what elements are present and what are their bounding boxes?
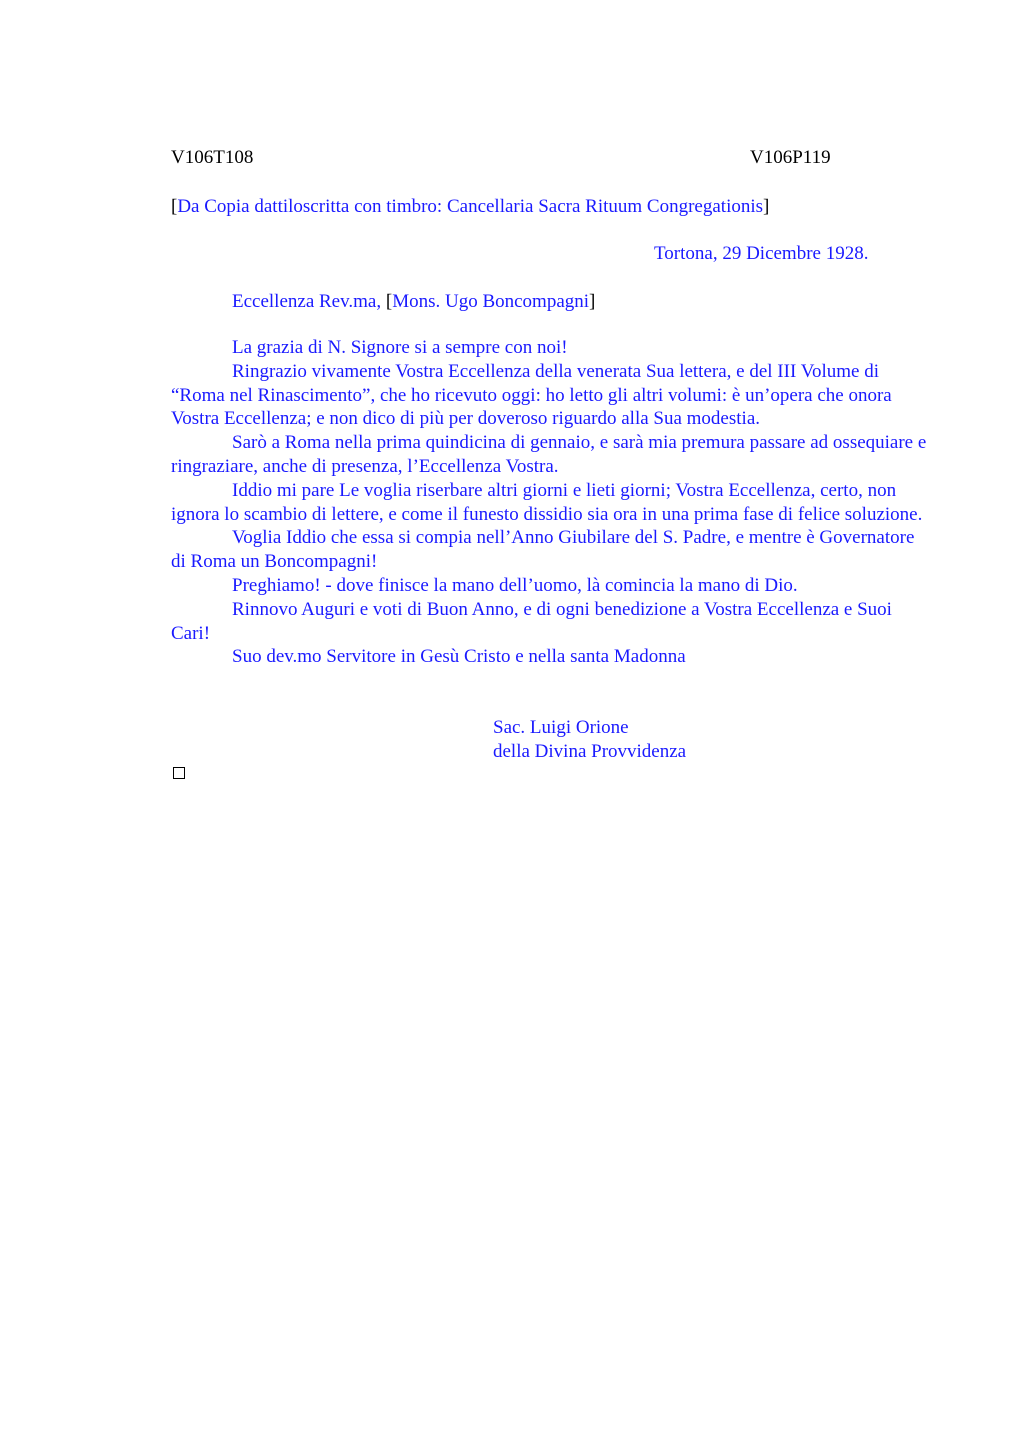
salutation-recipient: Mons. Ugo Boncompagni <box>392 291 590 312</box>
document-code-left: V106T108 <box>171 147 254 168</box>
letter-paragraph: Rinnovo Auguri e voti di Buon Anno, e di ogni benedizione a Vostra Eccellenza e Suoi Cari! <box>171 598 892 644</box>
letter-paragraph: Sarò a Roma nella prima quindicina di gennaio, e sarà mia premura passare ad ossequiare e ringraziare, anche di presenza, l’Eccellenza Vostra. <box>171 432 927 477</box>
source-note-close-bracket: ] <box>763 196 770 217</box>
end-of-document-box-icon <box>173 767 185 779</box>
salutation-open-bracket: [ <box>385 291 393 312</box>
source-note-open-bracket: [ <box>171 196 178 217</box>
salutation-close-bracket: ] <box>589 291 596 312</box>
document-code-right: V106P119 <box>750 147 831 168</box>
source-note-text: Da Copia dattiloscritta con timbro: Cancellaria Sacra Rituum Congregationis <box>177 196 764 217</box>
letter-paragraph: La grazia di N. Signore si a sempre con noi! <box>232 337 568 358</box>
letter-paragraph: Ringrazio vivamente Vostra Eccellenza della venerata Sua lettera, e del III Volume di “Roma nel Rinascimento”, che ho ricevuto oggi: ho letto gli altri volumi: è un’opera che onora Vostra Eccellenza; e non dico di più per doveroso riguardo alla Sua modestia. <box>171 360 892 430</box>
signature-block <box>493 716 686 764</box>
letter-paragraph: Iddio mi pare Le voglia riserbare altri giorni e lieti giorni; Vostra Eccellenza, certo, non ignora lo scambio di lettere, e come il funesto dissidio sia ora in una prima fase di felice soluzione. <box>171 479 923 525</box>
source-note <box>171 195 769 219</box>
signature-name: Sac. Luigi Orione <box>493 717 629 738</box>
letter-paragraph: Suo dev.mo Servitore in Gesù Cristo e nella santa Madonna <box>232 646 686 668</box>
letter-paragraph: Voglia Iddio che essa si compia nell’Anno Giubilare del S. Padre, e mentre è Governatore di Roma un Boncompagni! <box>171 527 915 573</box>
signature-title: della Divina Provvidenza <box>493 741 687 762</box>
letter-paragraph: Preghiamo! - dove finisce la mano dell’uomo, là comincia la mano di Dio. <box>232 574 798 596</box>
letter-date: Tortona, 29 Dicembre 1928. <box>654 243 869 264</box>
letter-body <box>171 336 931 669</box>
salutation-text: Eccellenza Rev.ma, <box>232 291 386 312</box>
salutation <box>232 290 595 314</box>
